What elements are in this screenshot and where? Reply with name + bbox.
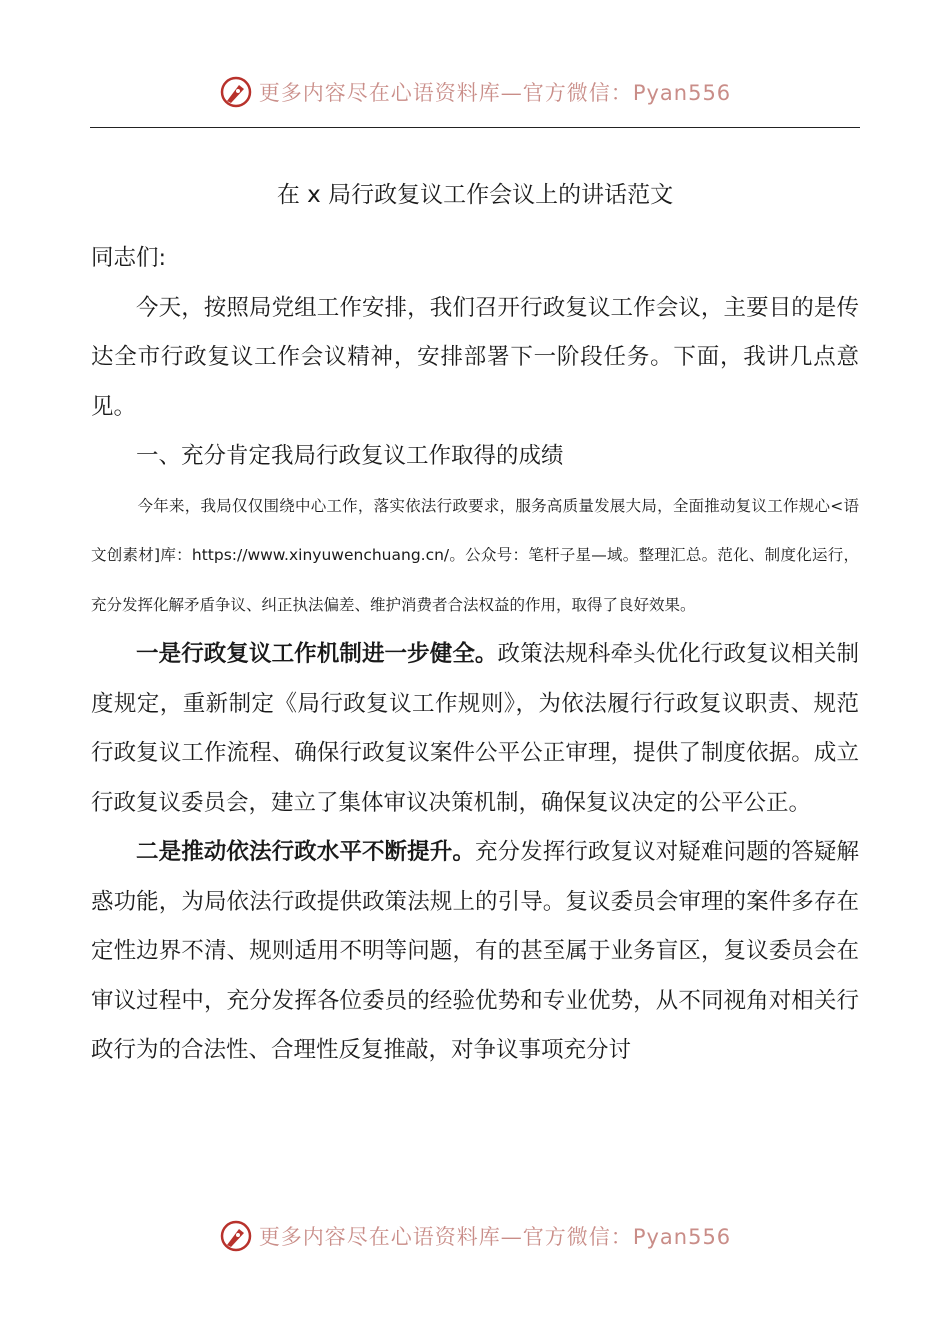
banner xyxy=(219,75,731,109)
point1-paragraph xyxy=(91,630,859,828)
intro-paragraph: 今天，按照局党组工作安排，我们召开行政复议工作会议，主要目的是传达全市行政复议工作会议精神，安排部署下一阶段任务。下面，我讲几点意见。 xyxy=(91,294,859,420)
footer-banner-text: 更多内容尽在心语资料库—官方微信：Pyan556 xyxy=(258,1225,732,1249)
footer-banner xyxy=(0,1216,950,1256)
document-title: 在 x 局行政复议工作会议上的讲话范文 xyxy=(276,182,674,208)
footer-banner-inner xyxy=(219,1219,731,1253)
footer-wechat-id: Pyan556 xyxy=(632,1225,732,1249)
header-divider xyxy=(90,127,860,128)
point1-body: 政策法规科牵头优化行政复议相关制度规定，重新制定《局行政复议工作规则》，为依法履行行政复议职责、规范行政复议工作流程、确保行政复议案件公平公正审理，提供了制度依据。成立行政复议委员会，建立了集体审议决策机制，确保复议决定的公平公正。 xyxy=(91,641,859,816)
pen-nib-logo-icon xyxy=(219,1219,253,1253)
banner-wechat-id: Pyan556 xyxy=(632,81,732,105)
section1-heading: 一、充分肯定我局行政复议工作取得的成绩 xyxy=(136,443,564,469)
point2-lead: 二是推动依法行政水平不断提升。 xyxy=(136,839,475,865)
header-banner xyxy=(0,72,950,112)
document-body xyxy=(91,234,859,1076)
point1-lead: 一是行政复议工作机制进一步健全。 xyxy=(136,641,498,667)
point2-paragraph xyxy=(91,828,859,1076)
banner-text: 更多内容尽在心语资料库—官方微信：Pyan556 xyxy=(258,81,732,105)
pen-nib-logo-icon xyxy=(219,75,253,109)
section1-body: 今年来，我局仅仅围绕中心工作，落实依法行政要求，服务高质量发展大局，全面推动复议工作规心<语文创素材]库：https://www.xinyuwenchuang.cn/。公众号：笔杆子星—域。整理汇总。范化、制度化运行，充分发挥化解矛盾争议、纠正执法偏差、维护消费者合法权益的作用，取得了良好效果。 xyxy=(91,496,859,614)
salutation: 同志们: xyxy=(91,245,167,271)
point2-body: 充分发挥行政复议对疑难问题的答疑解惑功能，为局依法行政提供政策法规上的引导。复议委员会审理的案件多存在定性边界不清、规则适用不明等问题，有的甚至属于业务盲区，复议委员会在审议过程中，充分发挥各位委员的经验优势和专业优势，从不同视角对相关行政行为的合法性、合理性反复推敲，对争议事项充分讨 xyxy=(91,839,859,1063)
